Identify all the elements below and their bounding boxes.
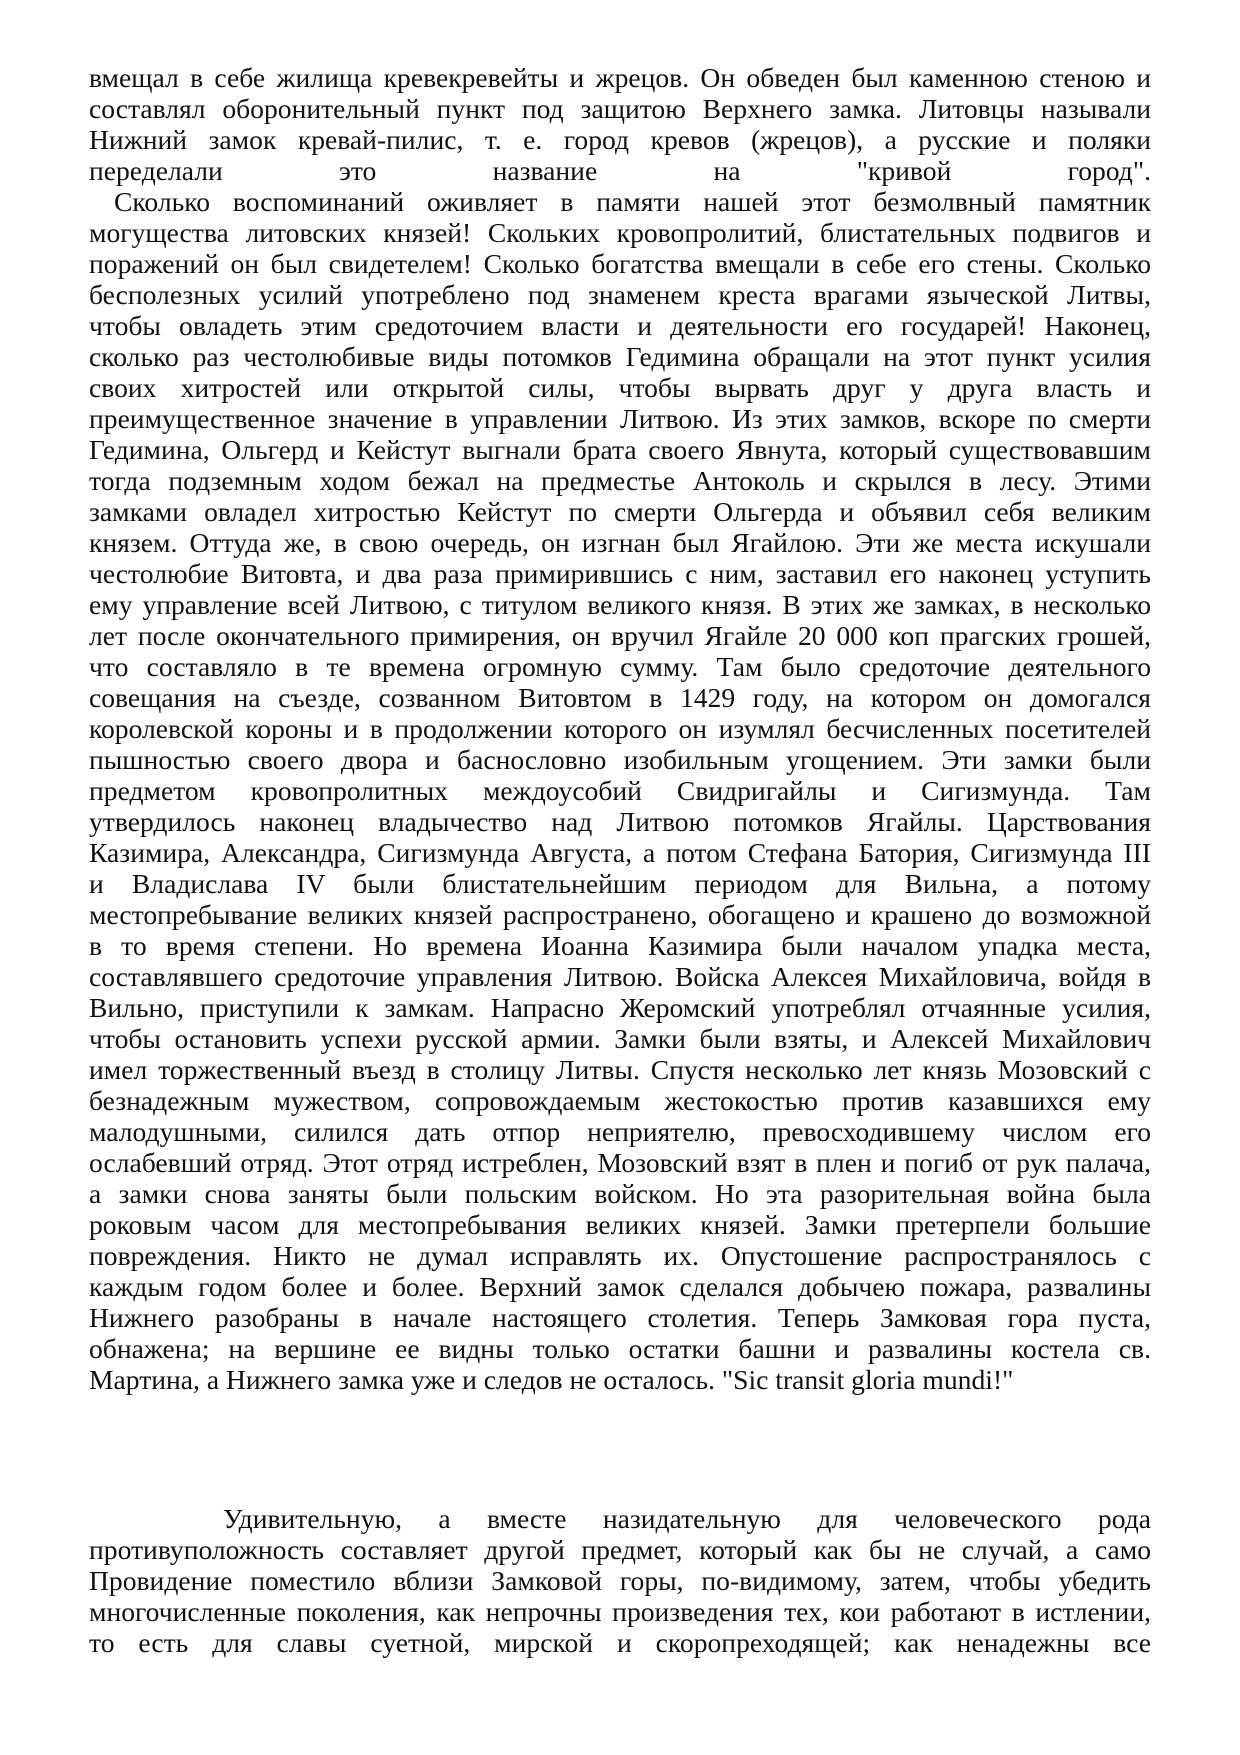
text-line: королевской короны и в продолжении которого он изумлял бесчисленных посетителей	[89, 713, 1151, 744]
text-line: а замки снова заняты были польским войском. Но эта разорительная война была	[89, 1178, 1151, 1209]
text-line: составлял оборонительный пункт под защитою Верхнего замка. Литовцы называли	[89, 93, 1151, 124]
text-line: своих хитростей или открытой силы, чтобы вырвать друг у друга власть и	[89, 372, 1151, 403]
text-line: Казимира, Александра, Сигизмунда Августа, а потом Стефана Батория, Сигизмунда III	[89, 837, 1151, 868]
text-line: составлявшего средоточие управления Литвою. Войска Алексея Михайловича, войдя в	[89, 961, 1151, 992]
text-line: Удивительную, а вместе назидательную для человеческого рода	[223, 1503, 1151, 1534]
text-line: могущества литовских князей! Скольких кровопролитий, блистательных подвигов и	[89, 217, 1151, 248]
text-line: бесполезных усилий употреблено под знаменем креста врагами языческой Литвы,	[89, 279, 1151, 310]
text-line: князем. Оттуда же, в свою очередь, он изгнан был Ягайлою. Эти же места искушали	[89, 527, 1151, 558]
text-line: повреждения. Никто не думал исправлять их. Опустошение распространялось с	[89, 1240, 1151, 1271]
text-line: чтобы остановить успехи русской армии. Замки были взяты, и Алексей Михайлович	[89, 1023, 1151, 1054]
text-line: каждым годом более и более. Верхний замок сделался добычею пожара, развалины	[89, 1271, 1151, 1302]
text-line: переделали это название на "кривой город".	[89, 155, 1151, 186]
text-line: преимущественное значение в управлении Литвою. Из этих замков, вскоре по смерти	[89, 403, 1151, 434]
text-line: обнажена; на вершине ее видны только остатки башни и развалины костела св.	[89, 1333, 1151, 1364]
paragraph-block-providence	[89, 1503, 1151, 1658]
text-line: Нижнего разобраны в начале настоящего столетия. Теперь Замковая гора пуста,	[89, 1302, 1151, 1333]
text-line: честолюбие Витовта, и два раза примирившись с ним, заставил его наконец уступить	[89, 558, 1151, 589]
text-line: безнадежным мужеством, сопровождаемым жестокостью против казавшихся ему	[89, 1085, 1151, 1116]
text-line: Нижний замок кревай-пилис, т. е. город кревов (жрецов), а русские и поляки	[89, 124, 1151, 155]
text-line: в то время степени. Но времена Иоанна Казимира были началом упадка места,	[89, 930, 1151, 961]
text-line: то есть для славы суетной, мирской и скоропреходящей; как ненадежны все	[89, 1627, 1151, 1658]
text-line: местопребывание великих князей распространено, обогащено и крашено до возможной	[89, 899, 1151, 930]
text-line: совещания на съезде, созванном Витовтом в 1429 году, на котором он домогался	[89, 682, 1151, 713]
text-line: Гедимина, Ольгерд и Кейстут выгнали брата своего Явнута, который существовавшим	[89, 434, 1151, 465]
text-line: утвердилось наконец владычество над Литвою потомков Ягайлы. Царствования	[89, 806, 1151, 837]
text-line: Сколько воспоминаний оживляет в памяти нашей этот безмолвный памятник	[114, 186, 1151, 217]
text-line: Провидение поместило вблизи Замковой горы, по-видимому, затем, чтобы убедить	[89, 1565, 1151, 1596]
text-line: замками овладел хитростью Кейстут по смерти Ольгерда и объявил себя великим	[89, 496, 1151, 527]
text-line: многочисленные поколения, как непрочны произведения тех, кои работают в истлении,	[89, 1596, 1151, 1627]
text-line: чтобы овладеть этим средоточием власти и деятельности его государей! Наконец,	[89, 310, 1151, 341]
text-line: пышностью своего двора и баснословно изобильным угощением. Эти замки были	[89, 744, 1151, 775]
text-line: лет после окончательного примирения, он вручил Ягайле 20 000 коп прагских грошей,	[89, 620, 1151, 651]
text-line: предметом кровопролитных междоусобий Свидригайлы и Сигизмунда. Там	[89, 775, 1151, 806]
text-line: противуположность составляет другой предмет, который как бы не случай, а само	[89, 1534, 1151, 1565]
text-line: и Владислава IV были блистательнейшим периодом для Вильна, а потому	[89, 868, 1151, 899]
text-line: имел торжественный въезд в столицу Литвы. Спустя несколько лет князь Мозовский с	[89, 1054, 1151, 1085]
text-line: ему управление всей Литвою, с титулом великого князя. В этих же замках, в несколько	[89, 589, 1151, 620]
text-line: сколько раз честолюбивые виды потомков Гедимина обращали на этот пункт усилия	[89, 341, 1151, 372]
text-line: ослабевший отряд. Этот отряд истреблен, Мозовский взят в плен и погиб от рук палача,	[89, 1147, 1151, 1178]
text-line: Мартина, а Нижнего замка уже и следов не осталось. "Sic transit gloria mundi!"	[89, 1364, 1014, 1395]
text-line: роковым часом для местопребывания великих князей. Замки претерпели большие	[89, 1209, 1151, 1240]
text-line: тогда подземным ходом бежал на предместье Антоколь и скрылся в лесу. Этими	[89, 465, 1151, 496]
text-line: что составляло в те времена огромную сумму. Там было средоточие деятельного	[89, 651, 1151, 682]
text-line: малодушными, силился дать отпор неприятелю, превосходившему числом его	[89, 1116, 1151, 1147]
text-line: вмещал в себе жилища кревекревейты и жрецов. Он обведен был каменною стеною и	[89, 62, 1151, 93]
paragraph-block-castles	[89, 62, 1151, 1395]
text-line: поражений он был свидетелем! Сколько богатства вмещали в себе его стены. Сколько	[89, 248, 1151, 279]
text-line: Вильно, приступили к замкам. Напрасно Жеромский употреблял отчаянные усилия,	[89, 992, 1151, 1023]
